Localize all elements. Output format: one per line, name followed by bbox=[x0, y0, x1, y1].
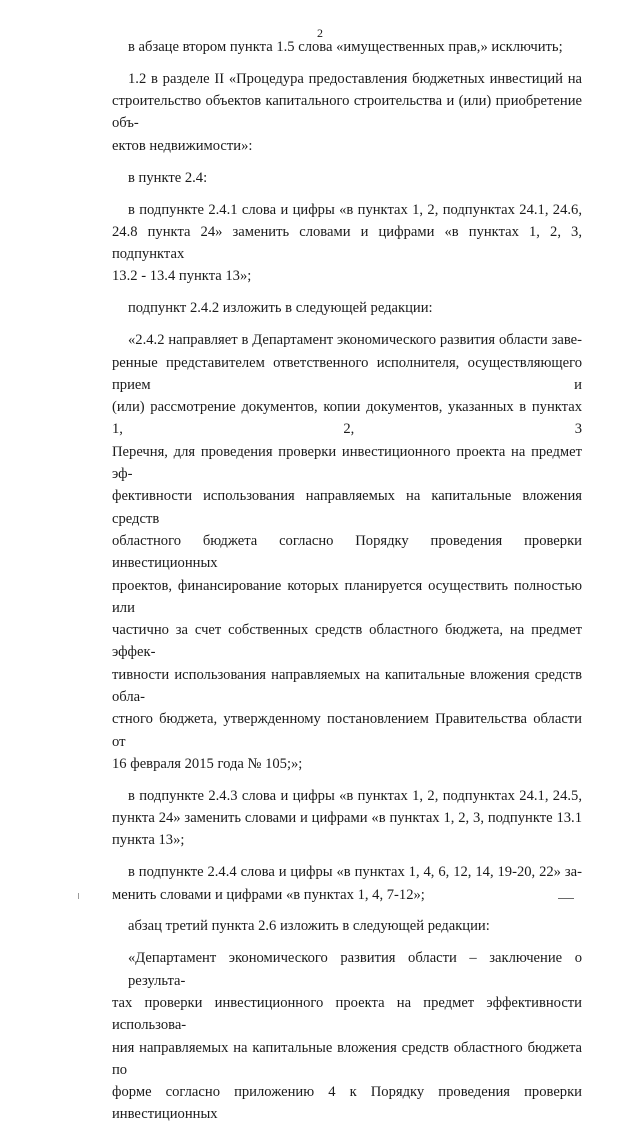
paragraph-line: пункта 24» заменить словами и цифрами «в пунктах 1, 2, 3, подпункте 13.1 bbox=[112, 810, 582, 827]
paragraph-line: ренные представителем ответственного исполнителя, осуществляющего прием и bbox=[112, 354, 582, 393]
paragraph-line: строительство объектов капитального строительства и (или) приобретение объ- bbox=[112, 93, 582, 132]
paragraph-line: «2.4.2 направляет в Департамент экономического развития области заве- bbox=[128, 332, 582, 349]
scan-mark-right bbox=[558, 898, 574, 899]
paragraph-line: в подпункте 2.4.4 слова и цифры «в пунктах 1, 4, 6, 12, 14, 19-20, 22» за- bbox=[128, 864, 582, 881]
paragraph-line: форме согласно приложению 4 к Порядку проведения проверки инвестиционных bbox=[112, 1084, 582, 1123]
paragraph bbox=[112, 199, 582, 288]
paragraph-line: в абзаце втором пункта 1.5 слова «имущественных прав,» исключить; bbox=[128, 39, 563, 55]
paragraph-line: пункта 13»; bbox=[112, 832, 185, 849]
paragraph bbox=[112, 947, 582, 1125]
paragraph-line: ектов недвижимости»: bbox=[112, 137, 253, 154]
paragraph-line: областного бюджета согласно Порядку проведения проверки инвестиционных bbox=[112, 532, 582, 572]
paragraph-line: тах проверки инвестиционного проекта на предмет эффективности использова- bbox=[112, 994, 582, 1034]
paragraph-line: абзац третий пункта 2.6 изложить в следующей редакции: bbox=[128, 918, 490, 935]
paragraph-line: в подпункте 2.4.3 слова и цифры «в пунктах 1, 2, подпунктах 24.1, 24.5, bbox=[128, 787, 582, 804]
paragraph-line: Перечня, для проведения проверки инвестиционного проекта на предмет эф- bbox=[112, 443, 582, 483]
paragraph-line: 16 февраля 2015 года № 105;»; bbox=[112, 755, 303, 772]
paragraph bbox=[112, 36, 582, 58]
paragraph-line: 1.2 в разделе II «Процедура предоставления бюджетных инвестиций на bbox=[128, 70, 582, 87]
paragraph bbox=[112, 68, 582, 157]
paragraph-line: (или) рассмотрение документов, копии документов, указанных в пунктах 1, 2, 3 bbox=[112, 399, 582, 438]
paragraph-line: 24.8 пункта 24» заменить словами и цифрами «в пунктах 1, 2, 3, подпунктах bbox=[112, 223, 582, 263]
paragraph-line: фективности использования направляемых на капитальные вложения средств bbox=[112, 488, 582, 527]
scan-mark-left bbox=[78, 893, 79, 899]
paragraph-line: ния направляемых на капитальные вложения средств областного бюджета по bbox=[112, 1039, 582, 1078]
paragraph-line: тивности использования направляемых на капитальные вложения средств обла- bbox=[112, 666, 582, 705]
paragraph-line: «Департамент экономического развития области – заключение о результа- bbox=[128, 950, 582, 989]
paragraph bbox=[112, 861, 582, 906]
page-number: 2 bbox=[317, 26, 323, 40]
paragraph-line: менить словами и цифрами «в пунктах 1, 4, 7-12»; bbox=[112, 886, 425, 903]
paragraph-line: в пункте 2.4: bbox=[128, 169, 208, 186]
paragraph bbox=[112, 785, 582, 852]
paragraph bbox=[112, 167, 582, 189]
paragraph-line: проектов, финансирование которых планируется осуществить полностью или bbox=[112, 577, 582, 616]
paragraph bbox=[112, 329, 582, 775]
paragraph-line: частично за счет собственных средств областного бюджета, на предмет эффек- bbox=[112, 622, 582, 661]
paragraph-line: 13.2 - 13.4 пункта 13»; bbox=[112, 268, 252, 285]
paragraph-line: в подпункте 2.4.1 слова и цифры «в пунктах 1, 2, подпунктах 24.1, 24.6, bbox=[128, 201, 582, 218]
paragraph bbox=[112, 297, 582, 319]
document-body bbox=[112, 36, 582, 1135]
paragraph bbox=[112, 915, 582, 937]
paragraph-line: подпункт 2.4.2 изложить в следующей редакции: bbox=[128, 300, 433, 317]
paragraph-line: стного бюджета, утвержденному постановлением Правительства области от bbox=[112, 711, 582, 750]
